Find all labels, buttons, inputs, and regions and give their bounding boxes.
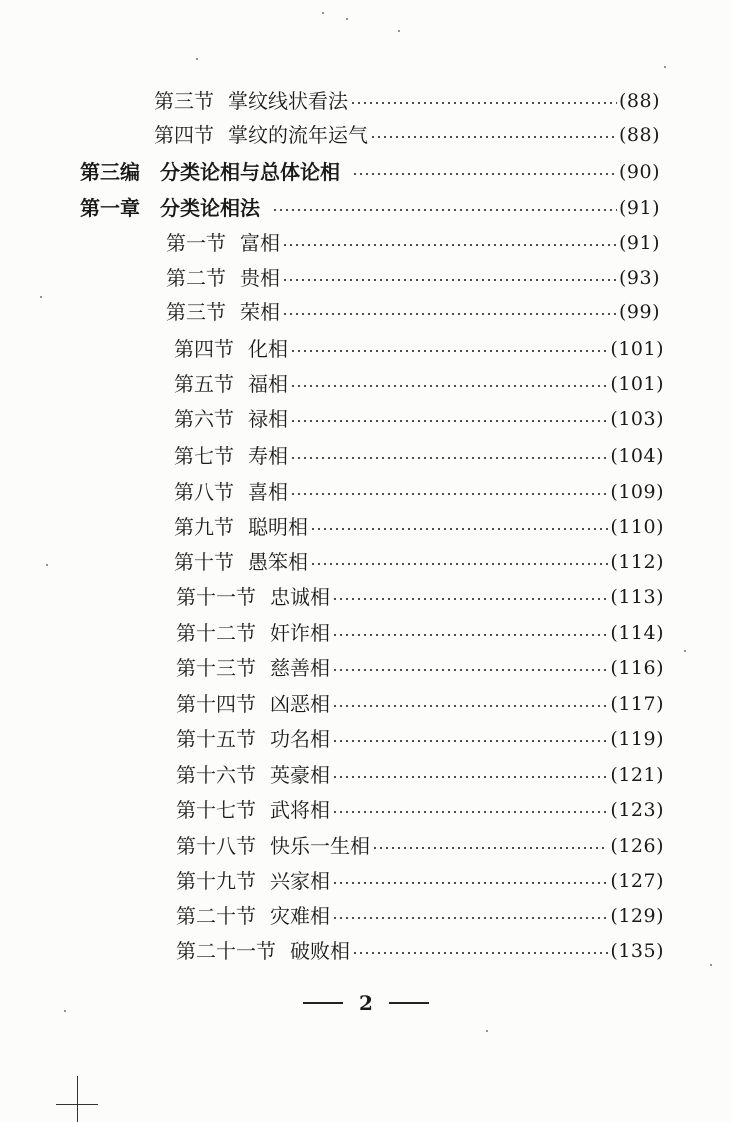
toc-entry[interactable] (176, 901, 664, 931)
entry-number: 第十九节 (176, 869, 256, 893)
entry-page-number: (117) (610, 693, 664, 715)
entry-title: 禄相 (248, 407, 288, 431)
entry-number: 第一章 (80, 196, 140, 220)
toc-chapter-heading[interactable] (80, 193, 660, 223)
scan-speck (684, 650, 686, 652)
entry-title: 破败相 (290, 939, 350, 963)
toc-entry[interactable] (174, 404, 664, 434)
page-number: 2 (359, 991, 373, 1015)
entry-title: 福相 (248, 372, 288, 396)
entry-title: 快乐一生相 (270, 834, 370, 858)
entry-page-number: (119) (610, 728, 664, 750)
scan-speck (486, 1030, 488, 1032)
dot-leader (332, 598, 608, 600)
entry-title: 慈善相 (270, 656, 330, 680)
entry-number: 第二十一节 (176, 939, 276, 963)
entry-title: 掌纹的流年运气 (228, 123, 368, 147)
entry-page-number: (103) (610, 408, 664, 430)
entry-page-number: (110) (610, 516, 664, 538)
dot-leader (272, 209, 617, 211)
toc-entry[interactable] (176, 866, 664, 896)
entry-number: 第三节 (154, 89, 214, 113)
entry-title: 喜相 (248, 480, 288, 504)
dot-leader (282, 244, 617, 246)
dot-leader (282, 313, 617, 315)
toc-entry[interactable] (174, 547, 664, 577)
entry-title: 兴家相 (270, 869, 330, 893)
scan-speck (664, 66, 666, 68)
entry-page-number: (101) (610, 373, 664, 395)
toc-entry[interactable] (174, 441, 664, 471)
entry-number: 第十六节 (176, 763, 256, 787)
entry-page-number: (91) (618, 197, 660, 219)
dot-leader (290, 385, 608, 387)
crop-mark-vertical (77, 1076, 78, 1122)
entry-number: 第十一节 (176, 585, 256, 609)
entry-number: 第三节 (166, 300, 226, 324)
entry-title: 忠诚相 (270, 585, 330, 609)
entry-page-number: (116) (610, 657, 664, 679)
entry-page-number: (93) (618, 267, 660, 289)
toc-entry[interactable] (176, 831, 664, 861)
dot-leader (332, 882, 608, 884)
dot-leader (332, 776, 608, 778)
toc-part-heading[interactable] (80, 157, 660, 187)
entry-number: 第四节 (174, 337, 234, 361)
toc-entry[interactable] (176, 618, 664, 648)
toc-entry[interactable] (166, 228, 660, 258)
entry-number: 第八节 (174, 480, 234, 504)
entry-title: 掌纹线状看法 (228, 89, 348, 113)
toc-entry[interactable] (166, 263, 660, 293)
toc-entry[interactable] (154, 86, 660, 116)
entry-title: 凶恶相 (270, 692, 330, 716)
entry-number: 第七节 (174, 444, 234, 468)
scan-speck (398, 30, 400, 32)
entry-title: 贵相 (240, 266, 280, 290)
toc-entry[interactable] (176, 760, 664, 790)
scan-speck (46, 564, 48, 566)
entry-title: 荣相 (240, 300, 280, 324)
entry-title: 分类论相与总体论相 (160, 160, 340, 184)
dot-leader (370, 136, 617, 138)
entry-number: 第五节 (174, 372, 234, 396)
dot-leader (310, 528, 608, 530)
toc-entry[interactable] (166, 297, 660, 327)
dot-leader (282, 279, 617, 281)
entry-page-number: (113) (610, 586, 664, 608)
dot-leader (290, 420, 608, 422)
entry-page-number: (114) (610, 622, 664, 644)
entry-number: 第九节 (174, 515, 234, 539)
entry-page-number: (112) (610, 551, 664, 573)
toc-entry[interactable] (174, 334, 664, 364)
entry-page-number: (135) (610, 940, 664, 962)
toc-entry[interactable] (174, 512, 664, 542)
entry-title: 分类论相法 (160, 196, 260, 220)
dot-leader (332, 669, 608, 671)
entry-page-number: (121) (610, 764, 664, 786)
entry-number: 第十四节 (176, 692, 256, 716)
entry-title: 富相 (240, 231, 280, 255)
dot-leader (350, 102, 617, 104)
toc-entry[interactable] (174, 477, 664, 507)
entry-page-number: (104) (610, 445, 664, 467)
entry-title: 化相 (248, 337, 288, 361)
dot-leader (290, 350, 608, 352)
scan-speck (64, 1010, 66, 1012)
dot-leader (332, 917, 608, 919)
toc-entry[interactable] (176, 582, 664, 612)
entry-page-number: (88) (618, 90, 660, 112)
dot-leader (290, 493, 608, 495)
entry-number: 第十七节 (176, 798, 256, 822)
toc-entry[interactable] (154, 120, 660, 150)
entry-number: 第十二节 (176, 621, 256, 645)
dot-leader (332, 705, 608, 707)
dot-leader (290, 457, 608, 459)
entry-page-number: (101) (610, 338, 664, 360)
dot-leader (332, 811, 608, 813)
entry-title: 寿相 (248, 444, 288, 468)
entry-title: 武将相 (270, 798, 330, 822)
toc-entry[interactable] (174, 369, 664, 399)
entry-page-number: (123) (610, 799, 664, 821)
entry-page-number: (91) (618, 232, 660, 254)
entry-number: 第一节 (166, 231, 226, 255)
page-footer (0, 988, 732, 1018)
entry-number: 第十节 (174, 550, 234, 574)
toc-entry[interactable] (176, 795, 664, 825)
scan-speck (710, 964, 712, 966)
entry-title: 功名相 (270, 727, 330, 751)
dot-leader (310, 563, 608, 565)
dot-leader (332, 740, 608, 742)
dot-leader (352, 952, 608, 954)
entry-page-number: (127) (610, 870, 664, 892)
entry-title: 愚笨相 (248, 550, 308, 574)
entry-number: 第三编 (80, 160, 140, 184)
toc-entry[interactable] (176, 653, 664, 683)
toc-entry[interactable] (176, 936, 664, 966)
scan-speck (196, 58, 198, 60)
entry-number: 第十三节 (176, 656, 256, 680)
entry-page-number: (88) (618, 124, 660, 146)
entry-title: 英豪相 (270, 763, 330, 787)
entry-number: 第六节 (174, 407, 234, 431)
dot-leader (352, 173, 617, 175)
entry-title: 灾难相 (270, 904, 330, 928)
toc-entry[interactable] (176, 724, 664, 754)
entry-number: 第二节 (166, 266, 226, 290)
toc-entry[interactable] (176, 689, 664, 719)
entry-page-number: (90) (618, 161, 660, 183)
entry-number: 第十五节 (176, 727, 256, 751)
entry-page-number: (99) (618, 301, 660, 323)
footer-rule-right (389, 1002, 429, 1004)
dot-leader (372, 847, 608, 849)
dot-leader (332, 634, 608, 636)
entry-number: 第十八节 (176, 834, 256, 858)
entry-title: 奸诈相 (270, 621, 330, 645)
entry-number: 第二十节 (176, 904, 256, 928)
entry-title: 聪明相 (248, 515, 308, 539)
entry-number: 第四节 (154, 123, 214, 147)
entry-page-number: (109) (610, 481, 664, 503)
entry-page-number: (129) (610, 905, 664, 927)
entry-page-number: (126) (610, 835, 664, 857)
footer-rule-left (303, 1002, 343, 1004)
scan-speck (346, 18, 348, 20)
scan-speck (322, 12, 324, 14)
scan-speck (40, 296, 42, 298)
